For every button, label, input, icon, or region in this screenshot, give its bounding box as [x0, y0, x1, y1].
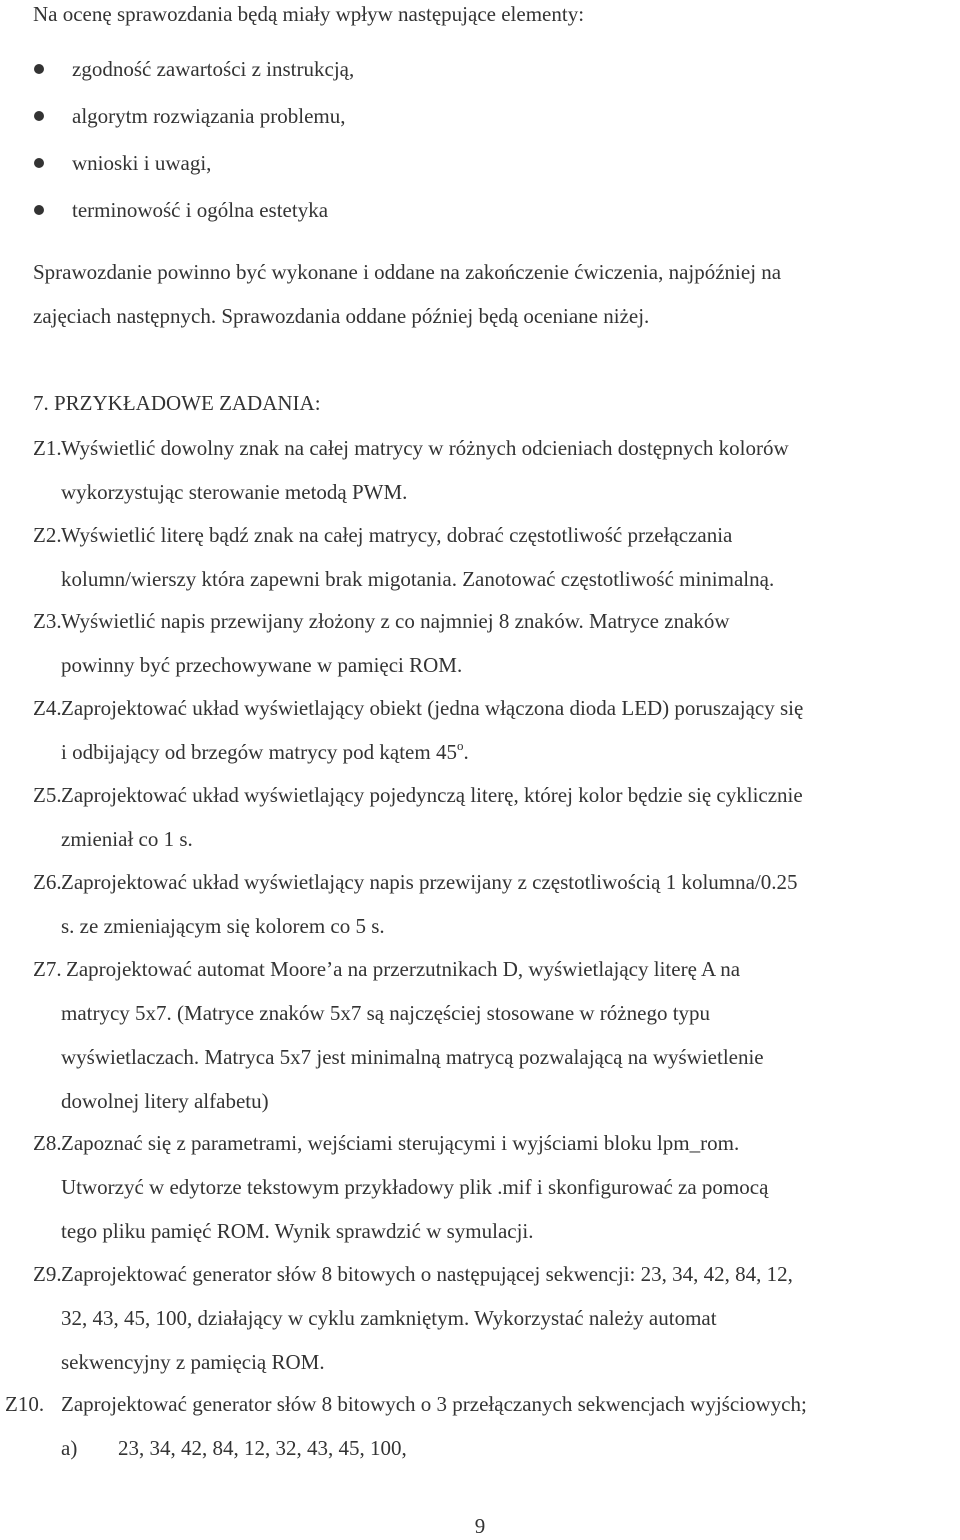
task-line: Zaprojektować generator słów 8 bitowych o następującej sekwencji: 23, 34, 42, 84, 12, — [61, 1262, 793, 1286]
task-label: Z7. — [33, 957, 62, 981]
task-label: Z4. — [33, 696, 62, 720]
summary-line: zajęciach następnych. Sprawozdania oddane później będą oceniane niżej. — [33, 304, 650, 328]
sequence-item — [61, 1426, 958, 1470]
task-line-text: i odbijający od brzegów matrycy pod kątem 45 — [61, 740, 457, 764]
task-label: Z10. — [5, 1392, 45, 1416]
task-label: Z1. — [33, 436, 62, 460]
task-body — [61, 686, 958, 777]
task-line: kolumn/wierszy która zapewni brak migotania. Zanotować częstotliwość minimalną. — [61, 567, 775, 591]
task-line: 32, 43, 45, 100, działający w cyklu zamkniętym. Wykorzystać należy automat — [61, 1306, 717, 1330]
task-line: matrycy 5x7. (Matryce znaków 5x7 są najczęściej stosowane w różnego typu — [61, 1001, 711, 1025]
summary-paragraph — [33, 250, 960, 338]
task-line: Wyświetlić dowolny znak na całej matrycy w różnych odcieniach dostępnych kolorów — [61, 436, 789, 460]
task-line: wyświetlaczach. Matryca 5x7 jest minimalną matrycą pozwalającą na wyświetlenie — [61, 1045, 764, 1069]
task-line: sekwencyjny z pamięcią ROM. — [61, 1350, 325, 1374]
task-label: Z5. — [33, 783, 62, 807]
task-line: wykorzystując sterowanie metodą PWM. — [61, 480, 408, 504]
summary-line: Sprawozdanie powinno być wykonane i oddane na zakończenie ćwiczenia, najpóźniej na — [33, 260, 782, 284]
task-line: dowolnej litery alfabetu) — [61, 1089, 269, 1113]
task-line: Wyświetlić literę bądź znak na całej matrycy, dobrać częstotliwość przełączania — [61, 523, 733, 547]
section-heading: 7. PRZYKŁADOWE ZADANIA: — [33, 391, 321, 415]
task-label: Z8. — [33, 1131, 62, 1155]
list-item-text: wnioski i uwagi, — [72, 151, 212, 175]
task-line: Zaprojektować generator słów 8 bitowych o 3 przełączanych sekwencjach wyjściowych; — [61, 1392, 807, 1416]
task-label: Z3. — [33, 609, 62, 633]
task-label: Z9. — [33, 1262, 62, 1286]
task-line: Zaprojektować układ wyświetlający pojedynczą literę, której kolor będzie się cyklicznie — [61, 783, 803, 807]
task-body — [61, 426, 958, 514]
task-body — [61, 947, 958, 1123]
task-line: s. ze zmieniającym się kolorem co 5 s. — [61, 914, 385, 938]
task-body — [61, 773, 958, 861]
task-line: Utworzyć w edytorze tekstowym przykładowy plik .mif i skonfigurować za pomocą — [61, 1175, 769, 1199]
intro-text: Na ocenę sprawozdania będą miały wpływ następujące elementy: — [33, 2, 585, 26]
task-body — [61, 1121, 958, 1253]
task-label: Z2. — [33, 523, 62, 547]
sequence-label: a) — [61, 1436, 78, 1460]
task-line: Zaprojektować układ wyświetlający napis przewijany z częstotliwością 1 kolumna/0.25 — [61, 870, 798, 894]
bullet-icon — [34, 64, 44, 74]
task-body — [61, 1382, 958, 1470]
task-body — [61, 1252, 958, 1384]
bullet-icon — [34, 158, 44, 168]
task-line: tego pliku pamięć ROM. Wynik sprawdzić w symulacji. — [61, 1219, 534, 1243]
list-item-text: zgodność zawartości z instrukcją, — [72, 57, 355, 81]
task-body — [61, 513, 958, 601]
task-line: Wyświetlić napis przewijany złożony z co najmniej 8 znaków. Matryce znaków — [61, 609, 730, 633]
task-line-suffix: . — [463, 740, 469, 764]
task-line-with-superscript — [61, 730, 958, 777]
sequence-values: 23, 34, 42, 84, 12, 32, 43, 45, 100, — [118, 1436, 407, 1460]
list-item-text: terminowość i ogólna estetyka — [72, 198, 329, 222]
task-body — [61, 599, 958, 687]
task-line: Zapoznać się z parametrami, wejściami sterującymi i wyjściami bloku lpm_rom. — [61, 1131, 740, 1155]
bullet-icon — [34, 111, 44, 121]
task-line: Zaprojektować układ wyświetlający obiekt (jedna włączona dioda LED) poruszający się — [61, 696, 804, 720]
task-label: Z6. — [33, 870, 62, 894]
list-item-text: algorytm rozwiązania problemu, — [72, 104, 346, 128]
task-line: zmieniał co 1 s. — [61, 827, 193, 851]
task-line: powinny być przechowywane w pamięci ROM. — [61, 653, 463, 677]
task-body — [61, 860, 958, 948]
bullet-icon — [34, 205, 44, 215]
page-number: 9 — [474, 1514, 486, 1538]
task-line: Zaprojektować automat Moore’a na przerzutnikach D, wyświetlający literę A na — [66, 957, 741, 981]
degree-superscript: o — [456, 738, 464, 753]
